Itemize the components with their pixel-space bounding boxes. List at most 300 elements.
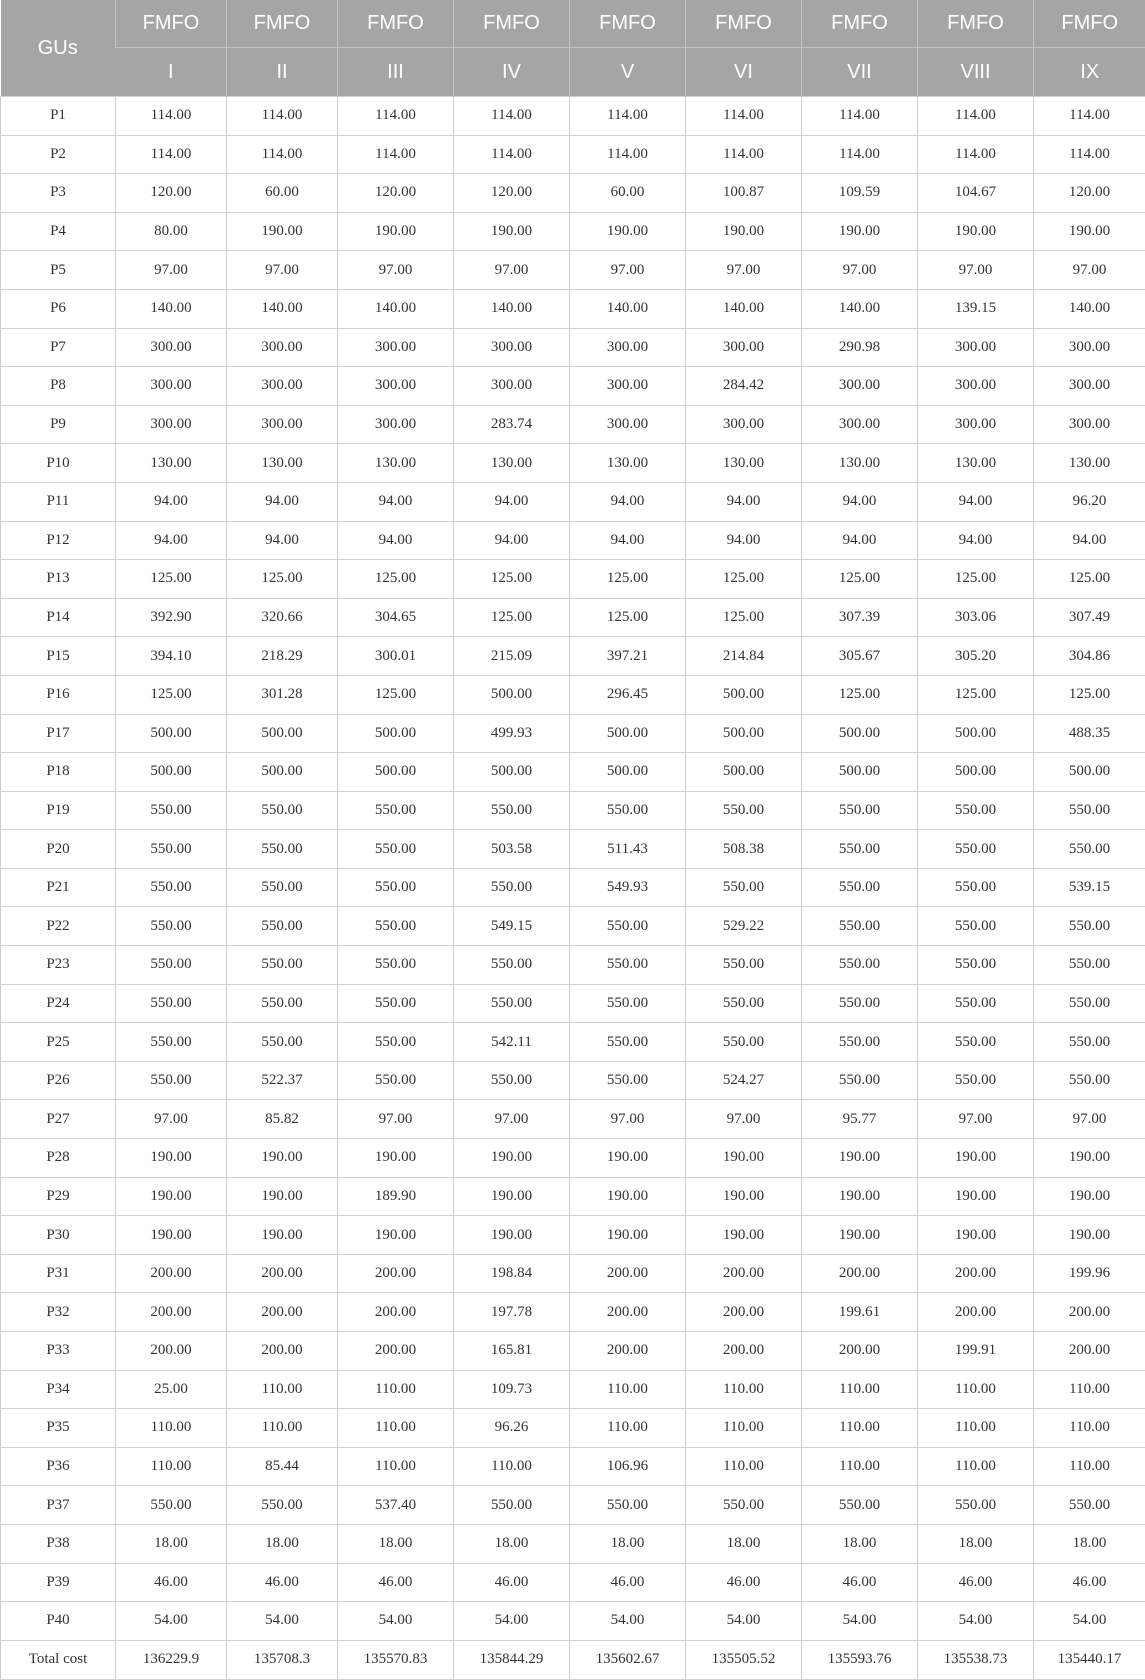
value-cell: 110.00 — [338, 1447, 454, 1486]
value-cell: 140.00 — [116, 289, 227, 328]
value-cell: 190.00 — [1034, 1139, 1145, 1178]
value-cell: 550.00 — [686, 1486, 802, 1525]
value-cell: 120.00 — [116, 174, 227, 213]
value-cell: 542.11 — [454, 1023, 570, 1062]
value-cell: 500.00 — [802, 753, 918, 792]
value-cell: 114.00 — [1034, 97, 1145, 136]
value-cell: 500.00 — [686, 675, 802, 714]
gu-label: P22 — [1, 907, 116, 946]
value-cell: 114.00 — [116, 135, 227, 174]
value-cell: 550.00 — [918, 830, 1034, 869]
value-cell: 550.00 — [116, 791, 227, 830]
gu-label: P20 — [1, 830, 116, 869]
value-cell: 125.00 — [918, 560, 1034, 599]
value-cell: 550.00 — [570, 1023, 686, 1062]
value-cell: 114.00 — [570, 97, 686, 136]
value-cell: 130.00 — [918, 444, 1034, 483]
table-row — [1, 714, 1145, 753]
value-cell: 94.00 — [454, 521, 570, 560]
value-cell: 190.00 — [686, 1139, 802, 1178]
value-cell: 300.00 — [454, 328, 570, 367]
value-cell: 550.00 — [802, 907, 918, 946]
value-cell: 97.00 — [1034, 251, 1145, 290]
value-cell: 550.00 — [338, 1023, 454, 1062]
header-method: FMFO — [227, 0, 338, 48]
value-cell: 97.00 — [570, 1100, 686, 1139]
value-cell: 125.00 — [338, 560, 454, 599]
value-cell: 550.00 — [454, 1486, 570, 1525]
value-cell: 200.00 — [116, 1332, 227, 1371]
value-cell: 300.00 — [1034, 367, 1145, 406]
value-cell: 125.00 — [570, 560, 686, 599]
value-cell: 300.00 — [570, 405, 686, 444]
value-cell: 97.00 — [116, 251, 227, 290]
value-cell: 94.00 — [686, 482, 802, 521]
gu-label: P15 — [1, 637, 116, 676]
gu-label: P8 — [1, 367, 116, 406]
value-cell: 190.00 — [802, 212, 918, 251]
value-cell: 110.00 — [227, 1409, 338, 1448]
gu-label: P32 — [1, 1293, 116, 1332]
value-cell: 54.00 — [338, 1602, 454, 1641]
table-row — [1, 1139, 1145, 1178]
value-cell: 307.49 — [1034, 598, 1145, 637]
table-row — [1, 1216, 1145, 1255]
value-cell: 114.00 — [227, 97, 338, 136]
value-cell: 550.00 — [338, 984, 454, 1023]
value-cell: 550.00 — [454, 946, 570, 985]
header-variant: VI — [686, 48, 802, 97]
value-cell: 537.40 — [338, 1486, 454, 1525]
value-cell: 550.00 — [918, 946, 1034, 985]
value-cell: 97.00 — [227, 251, 338, 290]
value-cell: 300.00 — [454, 367, 570, 406]
value-cell: 550.00 — [116, 1023, 227, 1062]
value-cell: 125.00 — [686, 560, 802, 599]
value-cell: 500.00 — [338, 753, 454, 792]
value-cell: 189.90 — [338, 1177, 454, 1216]
value-cell: 500.00 — [918, 753, 1034, 792]
value-cell: 488.35 — [1034, 714, 1145, 753]
value-cell: 190.00 — [918, 1216, 1034, 1255]
value-cell: 97.00 — [338, 1100, 454, 1139]
value-cell: 307.39 — [802, 598, 918, 637]
value-cell: 550.00 — [686, 791, 802, 830]
value-cell: 190.00 — [802, 1216, 918, 1255]
table-row — [1, 521, 1145, 560]
value-cell: 550.00 — [686, 984, 802, 1023]
value-cell: 190.00 — [116, 1177, 227, 1216]
value-cell: 114.00 — [918, 135, 1034, 174]
header-variant: IV — [454, 48, 570, 97]
value-cell: 110.00 — [570, 1409, 686, 1448]
value-cell: 46.00 — [227, 1563, 338, 1602]
gu-label: P28 — [1, 1139, 116, 1178]
value-cell: 300.00 — [227, 328, 338, 367]
value-cell: 550.00 — [1034, 791, 1145, 830]
value-cell: 200.00 — [116, 1293, 227, 1332]
gu-label: P37 — [1, 1486, 116, 1525]
value-cell: 54.00 — [227, 1602, 338, 1641]
table-row — [1, 1602, 1145, 1641]
value-cell: 550.00 — [116, 1061, 227, 1100]
value-cell: 522.37 — [227, 1061, 338, 1100]
table-row — [1, 482, 1145, 521]
value-cell: 550.00 — [1034, 830, 1145, 869]
value-cell: 54.00 — [116, 1602, 227, 1641]
value-cell: 550.00 — [570, 791, 686, 830]
header-variant: I — [116, 48, 227, 97]
value-cell: 550.00 — [918, 984, 1034, 1023]
value-cell: 190.00 — [454, 212, 570, 251]
value-cell: 18.00 — [918, 1524, 1034, 1563]
value-cell: 550.00 — [802, 946, 918, 985]
value-cell: 18.00 — [1034, 1524, 1145, 1563]
value-cell: 304.86 — [1034, 637, 1145, 676]
value-cell: 97.00 — [686, 251, 802, 290]
value-cell: 97.00 — [454, 251, 570, 290]
value-cell: 110.00 — [918, 1370, 1034, 1409]
value-cell: 550.00 — [116, 830, 227, 869]
value-cell: 46.00 — [918, 1563, 1034, 1602]
value-cell: 190.00 — [1034, 1177, 1145, 1216]
value-cell: 97.00 — [1034, 1100, 1145, 1139]
header-method: FMFO — [686, 0, 802, 48]
value-cell: 114.00 — [686, 135, 802, 174]
header-variant: IX — [1034, 48, 1145, 97]
header-gus: GUs — [1, 0, 116, 97]
gu-label: P19 — [1, 791, 116, 830]
value-cell: 46.00 — [802, 1563, 918, 1602]
value-cell: 94.00 — [338, 521, 454, 560]
value-cell: 198.84 — [454, 1254, 570, 1293]
value-cell: 114.00 — [454, 97, 570, 136]
value-cell: 550.00 — [802, 830, 918, 869]
value-cell: 130.00 — [686, 444, 802, 483]
gu-label: P10 — [1, 444, 116, 483]
value-cell: 300.00 — [686, 328, 802, 367]
value-cell: 97.00 — [454, 1100, 570, 1139]
value-cell: 114.00 — [454, 135, 570, 174]
value-cell: 60.00 — [227, 174, 338, 213]
value-cell: 550.00 — [570, 1061, 686, 1100]
value-cell: 125.00 — [802, 675, 918, 714]
value-cell: 97.00 — [570, 251, 686, 290]
table-row — [1, 1177, 1145, 1216]
table-row — [1, 1023, 1145, 1062]
value-cell: 114.00 — [802, 97, 918, 136]
gu-label: P31 — [1, 1254, 116, 1293]
value-cell: 190.00 — [454, 1177, 570, 1216]
value-cell: 200.00 — [802, 1254, 918, 1293]
value-cell: 125.00 — [918, 675, 1034, 714]
value-cell: 114.00 — [338, 97, 454, 136]
value-cell: 529.22 — [686, 907, 802, 946]
table-row — [1, 1100, 1145, 1139]
value-cell: 110.00 — [1034, 1447, 1145, 1486]
value-cell: 94.00 — [802, 482, 918, 521]
value-cell: 214.84 — [686, 637, 802, 676]
value-cell: 130.00 — [116, 444, 227, 483]
value-cell: 54.00 — [802, 1602, 918, 1641]
value-cell: 120.00 — [1034, 174, 1145, 213]
value-cell: 190.00 — [570, 1139, 686, 1178]
value-cell: 110.00 — [686, 1370, 802, 1409]
table-row — [1, 1447, 1145, 1486]
table-row — [1, 637, 1145, 676]
table-row — [1, 675, 1145, 714]
value-cell: 304.65 — [338, 598, 454, 637]
value-cell: 283.74 — [454, 405, 570, 444]
value-cell: 550.00 — [802, 1486, 918, 1525]
value-cell: 94.00 — [116, 521, 227, 560]
header-method: FMFO — [570, 0, 686, 48]
value-cell: 190.00 — [116, 1216, 227, 1255]
value-cell: 550.00 — [802, 984, 918, 1023]
value-cell: 190.00 — [227, 1177, 338, 1216]
value-cell: 190.00 — [227, 1139, 338, 1178]
total-cost-cell: 135602.67 — [570, 1640, 686, 1679]
value-cell: 284.42 — [686, 367, 802, 406]
value-cell: 190.00 — [570, 212, 686, 251]
value-cell: 94.00 — [918, 482, 1034, 521]
value-cell: 110.00 — [918, 1447, 1034, 1486]
value-cell: 125.00 — [227, 560, 338, 599]
value-cell: 140.00 — [802, 289, 918, 328]
value-cell: 110.00 — [918, 1409, 1034, 1448]
value-cell: 130.00 — [338, 444, 454, 483]
value-cell: 140.00 — [686, 289, 802, 328]
gu-label: P14 — [1, 598, 116, 637]
value-cell: 190.00 — [338, 1216, 454, 1255]
gu-label: P23 — [1, 946, 116, 985]
table-row — [1, 946, 1145, 985]
value-cell: 60.00 — [570, 174, 686, 213]
value-cell: 500.00 — [338, 714, 454, 753]
table-header — [1, 0, 1145, 97]
value-cell: 125.00 — [1034, 560, 1145, 599]
value-cell: 46.00 — [686, 1563, 802, 1602]
value-cell: 94.00 — [570, 521, 686, 560]
value-cell: 46.00 — [454, 1563, 570, 1602]
value-cell: 550.00 — [338, 946, 454, 985]
value-cell: 305.67 — [802, 637, 918, 676]
total-cost-cell: 136229.9 — [116, 1640, 227, 1679]
value-cell: 96.26 — [454, 1409, 570, 1448]
value-cell: 80.00 — [116, 212, 227, 251]
table-row — [1, 1293, 1145, 1332]
value-cell: 110.00 — [116, 1447, 227, 1486]
value-cell: 110.00 — [570, 1370, 686, 1409]
value-cell: 550.00 — [227, 984, 338, 1023]
table-row — [1, 97, 1145, 136]
gu-label: P16 — [1, 675, 116, 714]
value-cell: 550.00 — [570, 946, 686, 985]
value-cell: 550.00 — [227, 791, 338, 830]
value-cell: 100.87 — [686, 174, 802, 213]
value-cell: 190.00 — [686, 212, 802, 251]
value-cell: 110.00 — [1034, 1370, 1145, 1409]
value-cell: 550.00 — [227, 907, 338, 946]
value-cell: 524.27 — [686, 1061, 802, 1100]
value-cell: 550.00 — [570, 1486, 686, 1525]
value-cell: 199.61 — [802, 1293, 918, 1332]
table-row — [1, 1061, 1145, 1100]
table-row — [1, 444, 1145, 483]
value-cell: 550.00 — [227, 1023, 338, 1062]
gu-label: P1 — [1, 97, 116, 136]
value-cell: 550.00 — [227, 946, 338, 985]
value-cell: 190.00 — [1034, 1216, 1145, 1255]
value-cell: 550.00 — [227, 1486, 338, 1525]
value-cell: 499.93 — [454, 714, 570, 753]
value-cell: 300.00 — [116, 367, 227, 406]
value-cell: 550.00 — [1034, 907, 1145, 946]
value-cell: 97.00 — [338, 251, 454, 290]
header-row-methods — [1, 0, 1145, 48]
value-cell: 110.00 — [338, 1370, 454, 1409]
gu-label: P12 — [1, 521, 116, 560]
value-cell: 300.00 — [227, 367, 338, 406]
value-cell: 94.00 — [227, 521, 338, 560]
value-cell: 300.00 — [802, 405, 918, 444]
table-row — [1, 984, 1145, 1023]
value-cell: 550.00 — [802, 868, 918, 907]
value-cell: 94.00 — [686, 521, 802, 560]
value-cell: 550.00 — [338, 791, 454, 830]
table-row — [1, 907, 1145, 946]
value-cell: 550.00 — [116, 907, 227, 946]
value-cell: 140.00 — [454, 289, 570, 328]
value-cell: 550.00 — [454, 1061, 570, 1100]
value-cell: 550.00 — [1034, 1023, 1145, 1062]
value-cell: 500.00 — [918, 714, 1034, 753]
value-cell: 200.00 — [570, 1332, 686, 1371]
table-row — [1, 367, 1145, 406]
value-cell: 140.00 — [227, 289, 338, 328]
value-cell: 190.00 — [802, 1139, 918, 1178]
value-cell: 550.00 — [570, 984, 686, 1023]
value-cell: 549.15 — [454, 907, 570, 946]
gu-label: P30 — [1, 1216, 116, 1255]
table-row — [1, 791, 1145, 830]
value-cell: 550.00 — [802, 791, 918, 830]
value-cell: 190.00 — [1034, 212, 1145, 251]
value-cell: 190.00 — [570, 1177, 686, 1216]
value-cell: 199.96 — [1034, 1254, 1145, 1293]
table-row — [1, 289, 1145, 328]
value-cell: 190.00 — [570, 1216, 686, 1255]
value-cell: 190.00 — [918, 212, 1034, 251]
value-cell: 85.44 — [227, 1447, 338, 1486]
value-cell: 190.00 — [338, 1139, 454, 1178]
value-cell: 550.00 — [686, 868, 802, 907]
value-cell: 46.00 — [1034, 1563, 1145, 1602]
value-cell: 320.66 — [227, 598, 338, 637]
value-cell: 190.00 — [227, 212, 338, 251]
value-cell: 140.00 — [338, 289, 454, 328]
value-cell: 97.00 — [802, 251, 918, 290]
table-row — [1, 1563, 1145, 1602]
header-method: FMFO — [802, 0, 918, 48]
value-cell: 397.21 — [570, 637, 686, 676]
value-cell: 54.00 — [454, 1602, 570, 1641]
value-cell: 96.20 — [1034, 482, 1145, 521]
value-cell: 54.00 — [570, 1602, 686, 1641]
value-cell: 550.00 — [918, 791, 1034, 830]
value-cell: 500.00 — [686, 714, 802, 753]
table-row — [1, 830, 1145, 869]
header-method: FMFO — [116, 0, 227, 48]
table-row — [1, 135, 1145, 174]
value-cell: 199.91 — [918, 1332, 1034, 1371]
value-cell: 130.00 — [1034, 444, 1145, 483]
value-cell: 508.38 — [686, 830, 802, 869]
value-cell: 114.00 — [227, 135, 338, 174]
value-cell: 200.00 — [918, 1254, 1034, 1293]
value-cell: 200.00 — [227, 1254, 338, 1293]
value-cell: 125.00 — [338, 675, 454, 714]
value-cell: 200.00 — [686, 1293, 802, 1332]
gu-label: P29 — [1, 1177, 116, 1216]
value-cell: 296.45 — [570, 675, 686, 714]
value-cell: 190.00 — [338, 212, 454, 251]
value-cell: 130.00 — [454, 444, 570, 483]
value-cell: 94.00 — [918, 521, 1034, 560]
table-row — [1, 1524, 1145, 1563]
table-row — [1, 753, 1145, 792]
value-cell: 125.00 — [570, 598, 686, 637]
value-cell: 550.00 — [116, 946, 227, 985]
value-cell: 190.00 — [686, 1177, 802, 1216]
value-cell: 104.67 — [918, 174, 1034, 213]
value-cell: 550.00 — [918, 907, 1034, 946]
gu-label: P34 — [1, 1370, 116, 1409]
value-cell: 109.73 — [454, 1370, 570, 1409]
value-cell: 18.00 — [570, 1524, 686, 1563]
value-cell: 550.00 — [454, 791, 570, 830]
header-row-variants — [1, 48, 1145, 97]
value-cell: 290.98 — [802, 328, 918, 367]
value-cell: 139.15 — [918, 289, 1034, 328]
value-cell: 550.00 — [338, 830, 454, 869]
value-cell: 550.00 — [338, 907, 454, 946]
value-cell: 500.00 — [227, 714, 338, 753]
value-cell: 114.00 — [918, 97, 1034, 136]
value-cell: 500.00 — [116, 753, 227, 792]
gu-label: P9 — [1, 405, 116, 444]
value-cell: 190.00 — [116, 1139, 227, 1178]
value-cell: 94.00 — [454, 482, 570, 521]
total-cost-label: Total cost — [1, 1640, 116, 1679]
value-cell: 550.00 — [116, 984, 227, 1023]
value-cell: 300.00 — [1034, 405, 1145, 444]
value-cell: 300.00 — [570, 328, 686, 367]
value-cell: 550.00 — [1034, 1486, 1145, 1525]
gu-label: P3 — [1, 174, 116, 213]
value-cell: 114.00 — [686, 97, 802, 136]
value-cell: 550.00 — [570, 907, 686, 946]
value-cell: 95.77 — [802, 1100, 918, 1139]
table-row — [1, 1254, 1145, 1293]
value-cell: 46.00 — [338, 1563, 454, 1602]
table-row — [1, 174, 1145, 213]
gu-label: P33 — [1, 1332, 116, 1371]
value-cell: 300.00 — [116, 328, 227, 367]
value-cell: 54.00 — [686, 1602, 802, 1641]
value-cell: 218.29 — [227, 637, 338, 676]
value-cell: 550.00 — [116, 1486, 227, 1525]
